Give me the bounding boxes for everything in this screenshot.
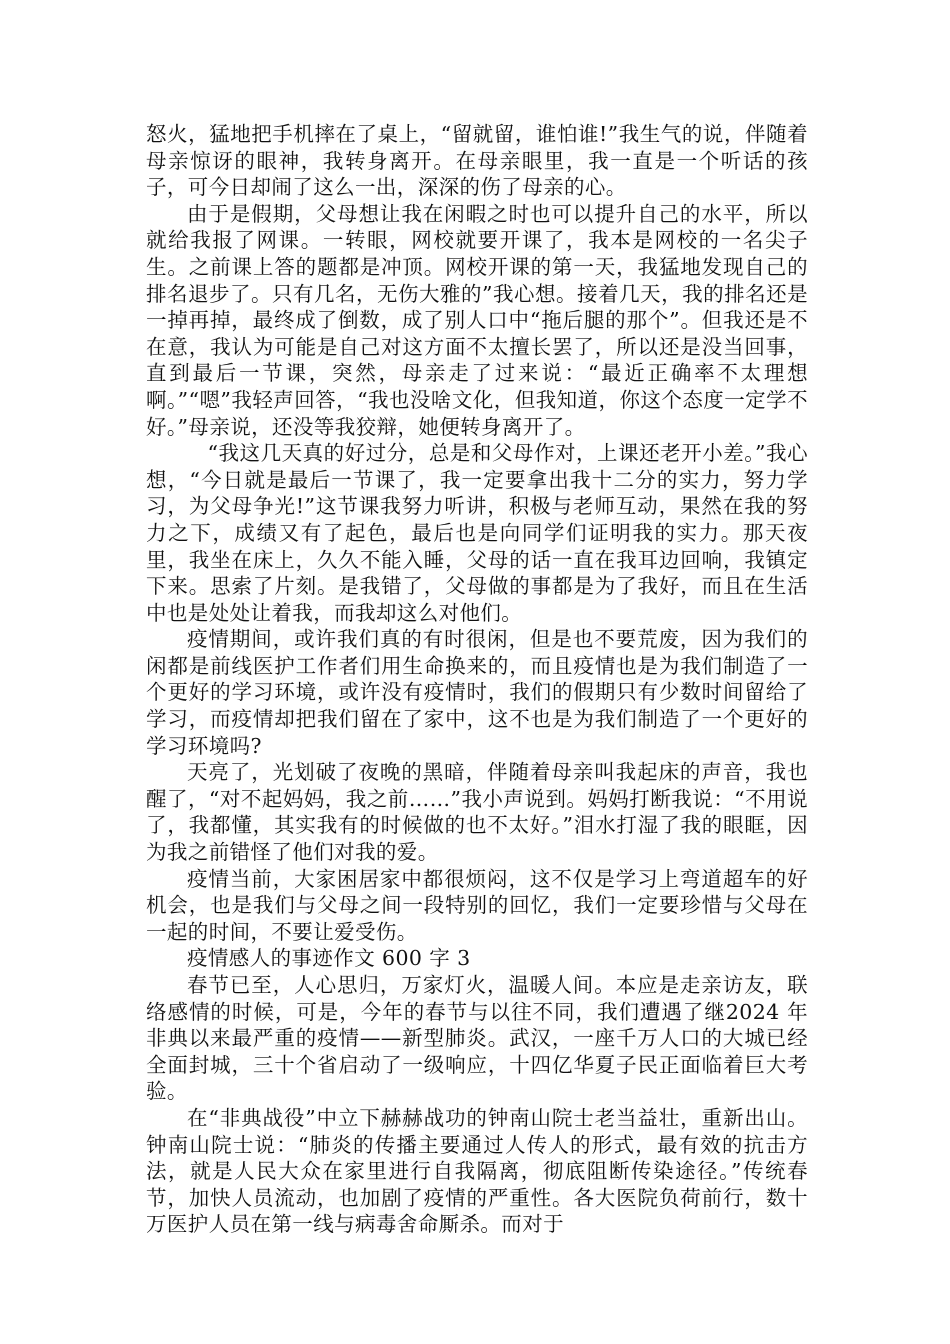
section-heading: 疫情感人的事迹作文 600 字 3: [187, 946, 471, 971]
paragraph-7: 春节已至，人心思归，万家灯火，温暖人间。本应是走亲访友，联络感情的时候，可是，今年的春节与以往不同，我们遭遇了继2024 年非典以来最严重的疫情——新型肺炎。武汉，一座千万人口的大城已经全面封城，三十个省启动了一级响应，十四亿华夏子民正面临着巨大考验。: [146, 973, 808, 1104]
paragraph-6: 疫情当前，大家困居家中都很烦闷，这不仅是学习上弯道超车的好机会，也是我们与父母之间一段特别的回忆，我们一定要珍惜与父母在一起的时间，不要让爱受伤。: [146, 866, 808, 944]
paragraph-3: “我这几天真的好过分，总是和父母作对，上课还老开小差。”我心想，“今日就是最后一节课了，我一定要拿出我十二分的实力，努力学习，为父母争光!”这节课我努力听讲，积极与老师互动，果然在我的努力之下，成绩又有了起色，最后也是向同学们证明我的实力。那天夜里，我坐在床上，久久不能入睡，父母的话一直在我耳边回响，我镇定下来。思索了片刻。是我错了，父母做的事都是为了我好，而且在生活中也是处处让着我，而我却这么对他们。: [146, 441, 808, 625]
paragraph-2: 由于是假期，父母想让我在闲暇之时也可以提升自己的水平，所以就给我报了网课。一转眼，网校就要开课了，我本是网校的一名尖子生。之前课上答的题都是冲顶。网校开课的第一天，我猛地发现自己的排名退步了。只有几名，无伤大雅的”我心想。接着几天，我的排名还是一掉再掉，最终成了倒数，成了别人口中“拖后腿的那个”。但我还是不在意，我认为可能是自己对这方面不太擅长罢了，所以还是没当回事，直到最后一节课，突然，母亲走了过来说：“最近正确率不太理想啊。”“嗯”我轻声回答，“我也没啥文化，但我知道，你这个态度一定学不好。”母亲说，还没等我狡辩，她便转身离开了。: [146, 201, 808, 439]
document-body: [146, 121, 808, 1238]
paragraph-5: 天亮了，光划破了夜晚的黑暗，伴随着母亲叫我起床的声音，我也醒了，“对不起妈妈，我之前……”我小声说到。妈妈打断我说：“不用说了，我都懂，其实我有的时候做的也不太好。”泪水打湿了我的眼眶，因为我之前错怪了他们对我的爱。: [146, 760, 808, 865]
paragraph-8: 在“非典战役”中立下赫赫战功的钟南山院士老当益壮，重新出山。钟南山院士说：“肺炎的传播主要通过人传人的形式，最有效的抗击方法，就是人民大众在家里进行自我隔离，彻底阻断传染途径。”传统春节，加快人员流动，也加剧了疫情的严重性。各大医院负荷前行，数十万医护人员在第一线与病毒舍命厮杀。而对于: [146, 1105, 808, 1237]
paragraph-4: 疫情期间，或许我们真的有时很闲，但是也不要荒废，因为我们的闲都是前线医护工作者们用生命换来的，而且疫情也是为我们制造了一个更好的学习环境，或许没有疫情时，我们的假期只有少数时间留给了学习，而疫情却把我们留在了家中，这不也是为我们制造了一个更好的学习环境吗?: [146, 627, 808, 758]
paragraph-1: 怒火，猛地把手机摔在了桌上，“留就留，谁怕谁!”我生气的说，伴随着母亲惊讶的眼神，我转身离开。在母亲眼里，我一直是一个听话的孩子，可今日却闹了这么一出，深深的伤了母亲的心。: [146, 122, 808, 200]
